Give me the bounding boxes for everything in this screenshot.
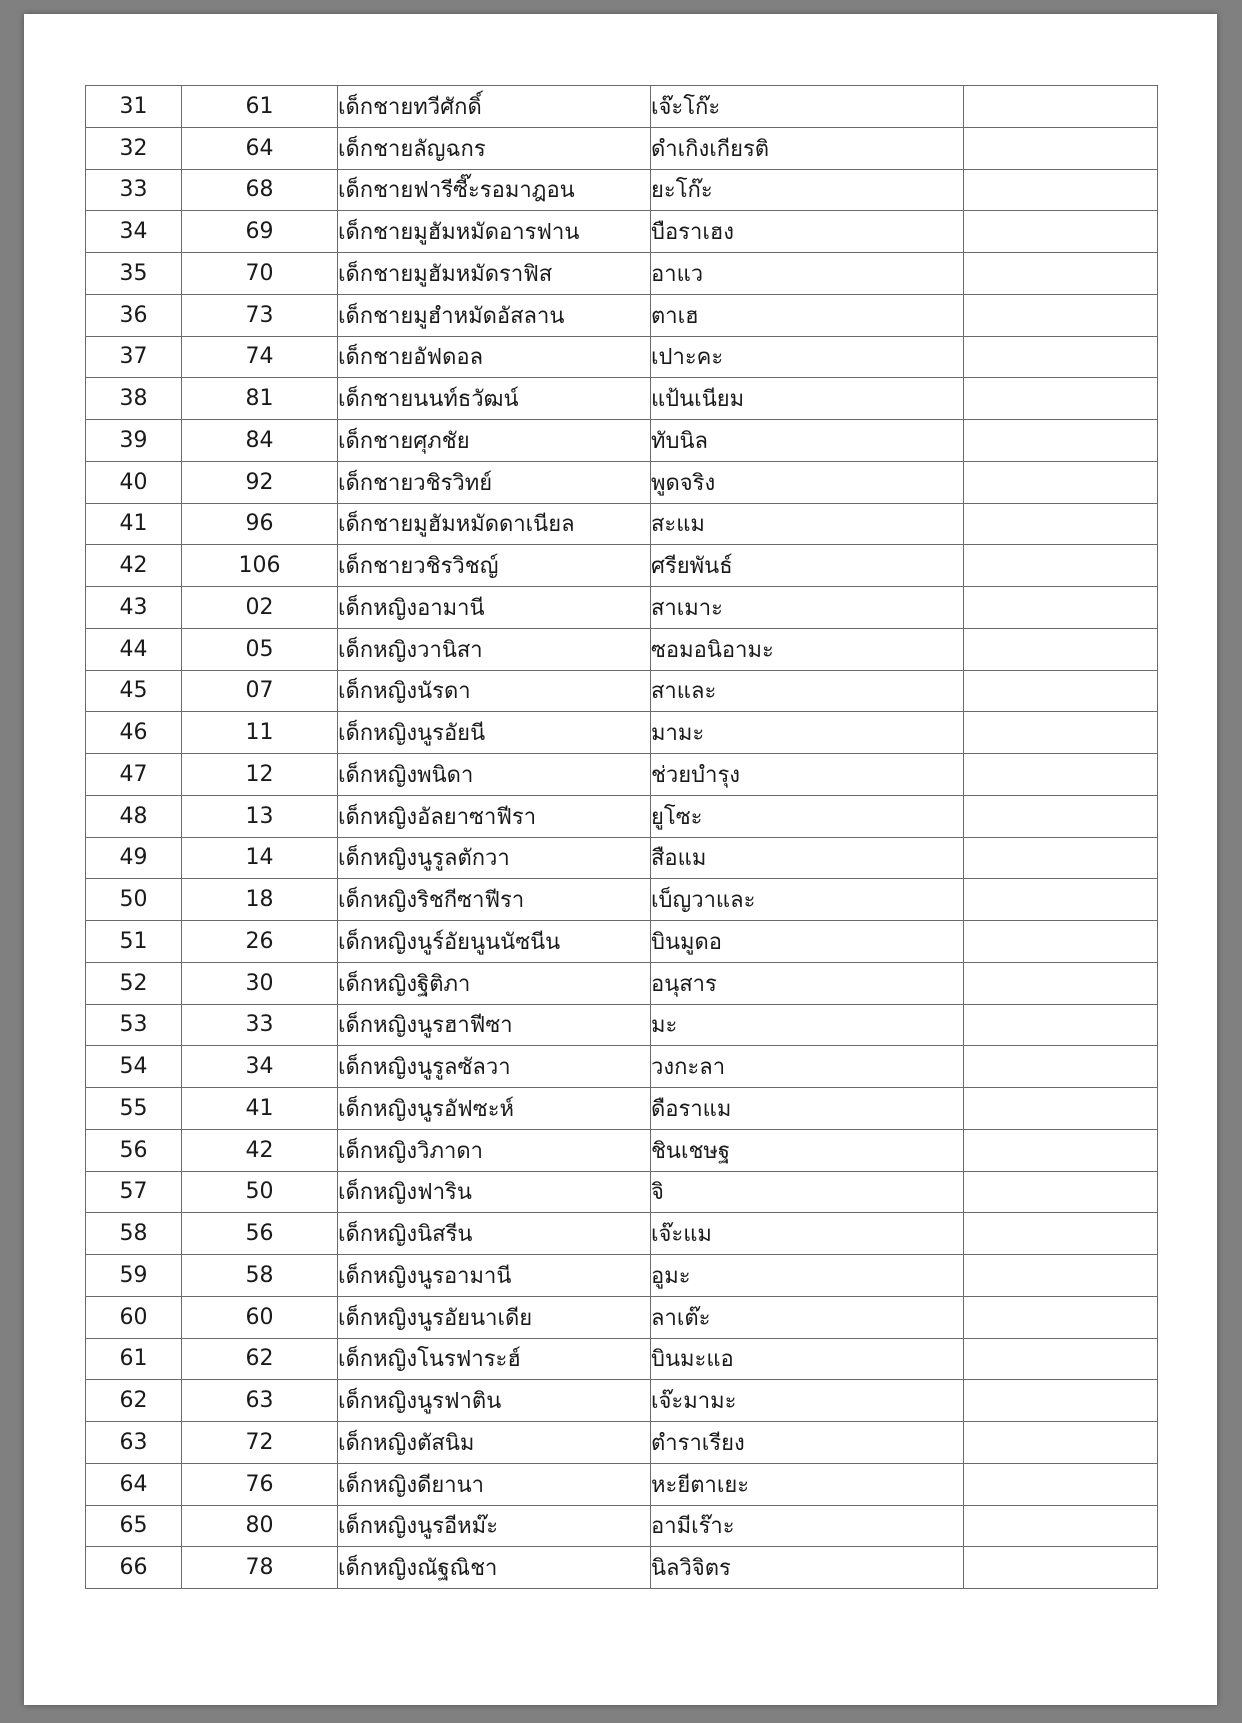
row-number-cell: 60 [86, 1296, 182, 1338]
blank-cell [964, 420, 1158, 462]
last-name-cell: สือแม [651, 837, 964, 879]
table-row [86, 795, 1158, 837]
table-row [86, 294, 1158, 336]
row-number-cell: 41 [86, 503, 182, 545]
first-name-cell: เด็กหญิงฟาริน [338, 1171, 651, 1213]
first-name-cell: เด็กชายมูฮัมหมัดราฟิส [338, 253, 651, 295]
table-row [86, 670, 1158, 712]
table-row [86, 1171, 1158, 1213]
blank-cell [964, 1255, 1158, 1297]
student-id-cell: 72 [182, 1422, 338, 1464]
student-id-cell: 63 [182, 1380, 338, 1422]
table-row [86, 1255, 1158, 1297]
blank-cell [964, 1547, 1158, 1589]
student-id-cell: 78 [182, 1547, 338, 1589]
last-name-cell: สะแม [651, 503, 964, 545]
student-id-cell: 76 [182, 1463, 338, 1505]
blank-cell [964, 837, 1158, 879]
table-row [86, 1296, 1158, 1338]
student-id-cell: 106 [182, 545, 338, 587]
student-id-cell: 11 [182, 712, 338, 754]
row-number-cell: 54 [86, 1046, 182, 1088]
last-name-cell: ดือราแม [651, 1088, 964, 1130]
table-row [86, 712, 1158, 754]
blank-cell [964, 1338, 1158, 1380]
first-name-cell: เด็กชายวชิรวิชญ์ [338, 545, 651, 587]
blank-cell [964, 545, 1158, 587]
student-id-cell: 73 [182, 294, 338, 336]
student-id-cell: 62 [182, 1338, 338, 1380]
table-row [86, 1213, 1158, 1255]
student-id-cell: 56 [182, 1213, 338, 1255]
student-id-cell: 33 [182, 1004, 338, 1046]
table-row [86, 1422, 1158, 1464]
blank-cell [964, 1213, 1158, 1255]
blank-cell [964, 587, 1158, 629]
row-number-cell: 31 [86, 86, 182, 128]
first-name-cell: เด็กหญิงนูรอีหม๊ะ [338, 1505, 651, 1547]
blank-cell [964, 962, 1158, 1004]
first-name-cell: เด็กชายลัญฉกร [338, 127, 651, 169]
first-name-cell: เด็กหญิงอามานี [338, 587, 651, 629]
row-number-cell: 35 [86, 253, 182, 295]
student-id-cell: 42 [182, 1129, 338, 1171]
student-id-cell: 58 [182, 1255, 338, 1297]
last-name-cell: ศรียพันธ์ [651, 545, 964, 587]
last-name-cell: ลาเต๊ะ [651, 1296, 964, 1338]
last-name-cell: เปาะคะ [651, 336, 964, 378]
blank-cell [964, 1088, 1158, 1130]
row-number-cell: 32 [86, 127, 182, 169]
table-row [86, 1129, 1158, 1171]
row-number-cell: 55 [86, 1088, 182, 1130]
row-number-cell: 43 [86, 587, 182, 629]
last-name-cell: มะ [651, 1004, 964, 1046]
last-name-cell: ทับนิล [651, 420, 964, 462]
first-name-cell: เด็กหญิงณัฐณิชา [338, 1547, 651, 1589]
student-id-cell: 12 [182, 754, 338, 796]
first-name-cell: เด็กหญิงนูรอัยนี [338, 712, 651, 754]
first-name-cell: เด็กหญิงนูร์อัยนูนนัซนีน [338, 921, 651, 963]
student-id-cell: 13 [182, 795, 338, 837]
student-id-cell: 68 [182, 169, 338, 211]
first-name-cell: เด็กหญิงนูรฮาฟีซา [338, 1004, 651, 1046]
first-name-cell: เด็กหญิงอัลยาซาฟีรา [338, 795, 651, 837]
blank-cell [964, 127, 1158, 169]
document-page [24, 14, 1217, 1705]
blank-cell [964, 1129, 1158, 1171]
blank-cell [964, 1463, 1158, 1505]
last-name-cell: เจ๊ะแม [651, 1213, 964, 1255]
table-row [86, 336, 1158, 378]
table-row [86, 1088, 1158, 1130]
last-name-cell: มามะ [651, 712, 964, 754]
row-number-cell: 52 [86, 962, 182, 1004]
last-name-cell: ชินเชษฐ [651, 1129, 964, 1171]
first-name-cell: เด็กชายมูฮัมหมัดดาเนียล [338, 503, 651, 545]
last-name-cell: บินมะแอ [651, 1338, 964, 1380]
row-number-cell: 39 [86, 420, 182, 462]
row-number-cell: 34 [86, 211, 182, 253]
row-number-cell: 45 [86, 670, 182, 712]
table-row [86, 86, 1158, 128]
first-name-cell: เด็กหญิงนูรอามานี [338, 1255, 651, 1297]
table-row [86, 1046, 1158, 1088]
last-name-cell: ยะโก๊ะ [651, 169, 964, 211]
table-row [86, 1463, 1158, 1505]
row-number-cell: 48 [86, 795, 182, 837]
table-row [86, 1338, 1158, 1380]
last-name-cell: เบ็ญวาและ [651, 879, 964, 921]
blank-cell [964, 1046, 1158, 1088]
blank-cell [964, 461, 1158, 503]
table-row [86, 253, 1158, 295]
first-name-cell: เด็กหญิงนูรูลตักวา [338, 837, 651, 879]
last-name-cell: อนุสาร [651, 962, 964, 1004]
blank-cell [964, 1380, 1158, 1422]
last-name-cell: แป้นเนียม [651, 378, 964, 420]
table-row [86, 921, 1158, 963]
student-id-cell: 92 [182, 461, 338, 503]
table-row [86, 1547, 1158, 1589]
first-name-cell: เด็กหญิงนิสรีน [338, 1213, 651, 1255]
last-name-cell: เจ๊ะมามะ [651, 1380, 964, 1422]
table-row [86, 962, 1158, 1004]
first-name-cell: เด็กชายนนท์ธวัฒน์ [338, 378, 651, 420]
row-number-cell: 61 [86, 1338, 182, 1380]
last-name-cell: ช่วยบำรุง [651, 754, 964, 796]
student-id-cell: 74 [182, 336, 338, 378]
row-number-cell: 65 [86, 1505, 182, 1547]
last-name-cell: สาเมาะ [651, 587, 964, 629]
row-number-cell: 44 [86, 628, 182, 670]
row-number-cell: 58 [86, 1213, 182, 1255]
first-name-cell: เด็กหญิงตัสนิม [338, 1422, 651, 1464]
first-name-cell: เด็กหญิงโนรฟาระฮ์ [338, 1338, 651, 1380]
last-name-cell: อาแว [651, 253, 964, 295]
student-id-cell: 64 [182, 127, 338, 169]
table-row [86, 461, 1158, 503]
last-name-cell: อูมะ [651, 1255, 964, 1297]
student-id-cell: 41 [182, 1088, 338, 1130]
first-name-cell: เด็กชายศุภชัย [338, 420, 651, 462]
table-row [86, 127, 1158, 169]
student-id-cell: 81 [182, 378, 338, 420]
row-number-cell: 51 [86, 921, 182, 963]
student-id-cell: 02 [182, 587, 338, 629]
blank-cell [964, 921, 1158, 963]
last-name-cell: ดำเกิงเกียรติ [651, 127, 964, 169]
student-id-cell: 07 [182, 670, 338, 712]
last-name-cell: บินมูดอ [651, 921, 964, 963]
student-id-cell: 84 [182, 420, 338, 462]
blank-cell [964, 1171, 1158, 1213]
last-name-cell: ยูโซะ [651, 795, 964, 837]
row-number-cell: 63 [86, 1422, 182, 1464]
blank-cell [964, 253, 1158, 295]
student-id-cell: 30 [182, 962, 338, 1004]
row-number-cell: 36 [86, 294, 182, 336]
table-row [86, 1004, 1158, 1046]
first-name-cell: เด็กหญิงวานิสา [338, 628, 651, 670]
row-number-cell: 49 [86, 837, 182, 879]
first-name-cell: เด็กชายมูฮำหมัดอัสลาน [338, 294, 651, 336]
last-name-cell: อามีเร๊าะ [651, 1505, 964, 1547]
row-number-cell: 57 [86, 1171, 182, 1213]
table-row [86, 587, 1158, 629]
first-name-cell: เด็กหญิงนูรอัฟซะห์ [338, 1088, 651, 1130]
table-row [86, 211, 1158, 253]
blank-cell [964, 879, 1158, 921]
table-row [86, 169, 1158, 211]
student-id-cell: 96 [182, 503, 338, 545]
blank-cell [964, 1296, 1158, 1338]
table-row [86, 754, 1158, 796]
student-id-cell: 14 [182, 837, 338, 879]
row-number-cell: 66 [86, 1547, 182, 1589]
last-name-cell: เจ๊ะโก๊ะ [651, 86, 964, 128]
blank-cell [964, 503, 1158, 545]
table-row [86, 628, 1158, 670]
row-number-cell: 46 [86, 712, 182, 754]
student-id-cell: 61 [182, 86, 338, 128]
table-row [86, 420, 1158, 462]
row-number-cell: 37 [86, 336, 182, 378]
row-number-cell: 33 [86, 169, 182, 211]
table-row [86, 545, 1158, 587]
blank-cell [964, 795, 1158, 837]
student-id-cell: 50 [182, 1171, 338, 1213]
blank-cell [964, 1505, 1158, 1547]
table-row [86, 1505, 1158, 1547]
student-id-cell: 70 [182, 253, 338, 295]
blank-cell [964, 86, 1158, 128]
first-name-cell: เด็กหญิงฐิติภา [338, 962, 651, 1004]
first-name-cell: เด็กชายฟารีซี๊ะรอมาฎอน [338, 169, 651, 211]
row-number-cell: 56 [86, 1129, 182, 1171]
table-row [86, 378, 1158, 420]
last-name-cell: หะยีตาเยะ [651, 1463, 964, 1505]
student-id-cell: 05 [182, 628, 338, 670]
row-number-cell: 38 [86, 378, 182, 420]
student-id-cell: 80 [182, 1505, 338, 1547]
last-name-cell: ตำราเรียง [651, 1422, 964, 1464]
student-id-cell: 69 [182, 211, 338, 253]
row-number-cell: 47 [86, 754, 182, 796]
student-id-cell: 60 [182, 1296, 338, 1338]
first-name-cell: เด็กชายมูฮัมหมัดอารฟาน [338, 211, 651, 253]
student-id-cell: 34 [182, 1046, 338, 1088]
last-name-cell: สาและ [651, 670, 964, 712]
table-row [86, 1380, 1158, 1422]
blank-cell [964, 336, 1158, 378]
first-name-cell: เด็กหญิงนูรฟาติน [338, 1380, 651, 1422]
table-row [86, 879, 1158, 921]
blank-cell [964, 378, 1158, 420]
first-name-cell: เด็กหญิงนัรดา [338, 670, 651, 712]
blank-cell [964, 211, 1158, 253]
blank-cell [964, 628, 1158, 670]
first-name-cell: เด็กหญิงนูรูลซัลวา [338, 1046, 651, 1088]
first-name-cell: เด็กหญิงนูรอัยนาเดีย [338, 1296, 651, 1338]
student-id-cell: 18 [182, 879, 338, 921]
student-roster-table [85, 85, 1158, 1589]
blank-cell [964, 670, 1158, 712]
last-name-cell: บือราเฮง [651, 211, 964, 253]
first-name-cell: เด็กชายอัฟดอล [338, 336, 651, 378]
blank-cell [964, 712, 1158, 754]
first-name-cell: เด็กหญิงวิภาดา [338, 1129, 651, 1171]
blank-cell [964, 1004, 1158, 1046]
first-name-cell: เด็กหญิงริชกีซาฟีรา [338, 879, 651, 921]
row-number-cell: 40 [86, 461, 182, 503]
row-number-cell: 50 [86, 879, 182, 921]
table-row [86, 503, 1158, 545]
blank-cell [964, 169, 1158, 211]
row-number-cell: 64 [86, 1463, 182, 1505]
row-number-cell: 59 [86, 1255, 182, 1297]
row-number-cell: 42 [86, 545, 182, 587]
last-name-cell: ซอมอนิอามะ [651, 628, 964, 670]
first-name-cell: เด็กหญิงพนิดา [338, 754, 651, 796]
last-name-cell: นิลวิจิตร [651, 1547, 964, 1589]
last-name-cell: จิ [651, 1171, 964, 1213]
blank-cell [964, 1422, 1158, 1464]
first-name-cell: เด็กชายวชิรวิทย์ [338, 461, 651, 503]
roster-body [86, 86, 1158, 1589]
last-name-cell: วงกะลา [651, 1046, 964, 1088]
first-name-cell: เด็กชายทวีศักดิ์ [338, 86, 651, 128]
table-row [86, 837, 1158, 879]
student-id-cell: 26 [182, 921, 338, 963]
row-number-cell: 53 [86, 1004, 182, 1046]
first-name-cell: เด็กหญิงดียานา [338, 1463, 651, 1505]
blank-cell [964, 754, 1158, 796]
row-number-cell: 62 [86, 1380, 182, 1422]
blank-cell [964, 294, 1158, 336]
last-name-cell: ตาเฮ [651, 294, 964, 336]
last-name-cell: พูดจริง [651, 461, 964, 503]
